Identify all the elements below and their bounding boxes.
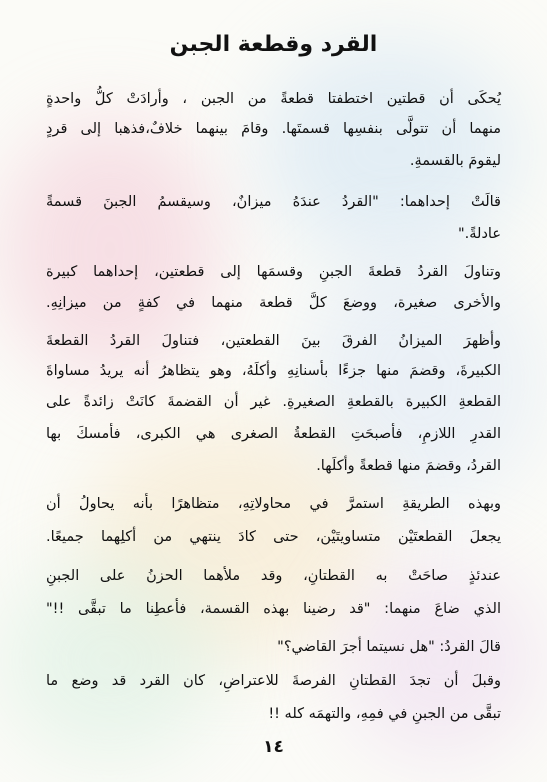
story-line: عادلةً." [458,226,501,242]
story-line: القردُ، وقضمَ منها قطعةً وأكلَها. [316,458,501,474]
story-line: وبهذه الطريقةِ استمرَّ في محاولاتِهِ، متظاهرًا بأنه يحاولُ أن [46,496,501,512]
story-line: وأظهرَ الميزانُ الفرقَ بينَ القطعتين، فتناولَ القردُ القطعةَ [46,333,501,349]
story-line: القدرِ اللازمِ، فأصبحَتِ القطعةُ الصغرى هي الكبرى، فأمسكَ بها [46,426,501,442]
story-line: عندئذٍ صاحَتْ به القطتانِ، وقد ملأهما الحزنُ على الجبنِ [46,568,501,584]
story-line: ليقومَ بالقسمةِ. [409,153,501,169]
story-line: يُحكَى أن قطتين اختطفتا قطعةً من الجبن ، وأرادَتْ كلُّ واحدةٍ [46,91,501,107]
story-line: الكبيرةَ، وقضمَ منها جزءًا بأسنانِهِ وأكلَهُ، وهو يتظاهرُ أنه يريدُ مساواةَ [46,363,501,379]
story-line: يجعلَ القطعتَيْن متساويتَيْن، حتى كادَ ينتهي من أكلِهما جميعًا. [46,529,501,545]
story-line: الذي ضاعَ منهما: "قد رضينا بهذه القسمة، فأعطِنا ما تبقَّى !!" [46,601,501,617]
story-line: منهما أن تتولَّى بنفسِها قسمتَها. وقامَ بينهما خلافٌ،فذهبا إلى قردٍ [46,121,501,137]
story-line: وقبلَ أن تجدَ القطتانِ الفرصةَ للاعتراضِ، كان القرد قد وضع ما [46,673,501,689]
story-line: وتناولَ القردُ قطعةَ الجبنِ وقسمَها إلى قطعتين، إحداهما كبيرة [46,264,501,280]
story-title: القرد وقطعة الجبن [169,32,378,57]
page-number: ١٤ [263,737,284,757]
story-line: القطعةِ الكبيرة بالقطعةِ الصغيرةِ. غير أن القضمةَ كانَتْ زائدةً على [46,394,501,410]
story-line: قالَتْ إحداهما: "القردُ عندَهُ ميزانٌ، وسيقسمُ الجبنَ قسمةً [46,194,501,210]
story-line: تبقَّى من الجبنِ في فمِهِ، والتهمَه كله !! [268,706,501,722]
story-line: والأخرى صغيرة، ووضعَ كلَّ قطعة منهما في كفةٍ من ميزانِهِ. [46,295,501,311]
story-line: قالَ القردُ: "هل نسيتما أجرَ القاضي؟" [277,639,501,655]
